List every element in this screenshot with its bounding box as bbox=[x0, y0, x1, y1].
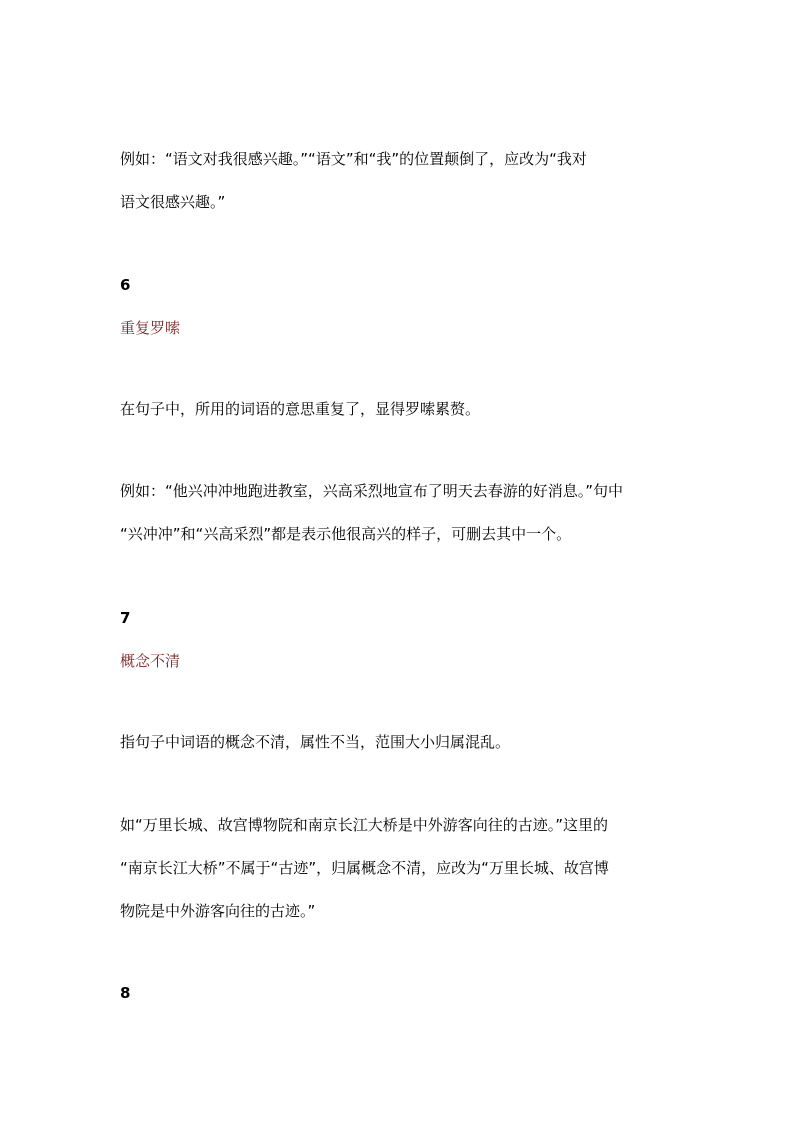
example-paragraph-6 bbox=[120, 470, 680, 556]
text-line: 例如：“语文对我很感兴趣。”“语文”和“我”的位置颠倒了，应改为“我对 bbox=[120, 150, 587, 168]
example-paragraph-5 bbox=[120, 138, 680, 224]
section-number-8 bbox=[120, 983, 680, 1003]
section-description-7 bbox=[120, 721, 680, 764]
text-line: 物院是中外游客向往的古迹。” bbox=[120, 902, 316, 920]
text-line: 如“万里长城、故宫博物院和南京长江大桥是中外游客向往的古迹。”这里的 bbox=[120, 816, 609, 834]
section-number: 8 bbox=[120, 984, 131, 1002]
description-text: 指句子中词语的概念不清，属性不当，范围大小归属混乱。 bbox=[120, 733, 511, 751]
description-text: 在句子中，所用的词语的意思重复了，显得罗嗦累赘。 bbox=[120, 400, 481, 418]
example-text bbox=[120, 138, 680, 224]
section-title-7 bbox=[120, 651, 680, 671]
section-number: 6 bbox=[120, 276, 131, 294]
text-line: 例如：“他兴冲冲地跑进教室，兴高采烈地宣布了明天去春游的好消息。”句中 bbox=[120, 482, 624, 500]
example-text bbox=[120, 470, 680, 556]
text-line: “兴冲冲”和“兴高采烈”都是表示他很高兴的样子，可删去其中一个。 bbox=[120, 525, 572, 543]
section-title-6 bbox=[120, 318, 680, 338]
example-text bbox=[120, 804, 680, 933]
section-number-6 bbox=[120, 275, 680, 295]
section-number: 7 bbox=[120, 609, 131, 627]
section-title: 概念不清 bbox=[120, 652, 181, 670]
section-description-6 bbox=[120, 388, 680, 431]
text-line: 语文很感兴趣。” bbox=[120, 193, 226, 211]
section-title: 重复罗嗦 bbox=[120, 319, 181, 337]
example-paragraph-7 bbox=[120, 804, 680, 933]
section-number-7 bbox=[120, 608, 680, 628]
text-line: “南京长江大桥”不属于“古迹”，归属概念不清，应改为“万里长城、故宫博 bbox=[120, 859, 609, 877]
